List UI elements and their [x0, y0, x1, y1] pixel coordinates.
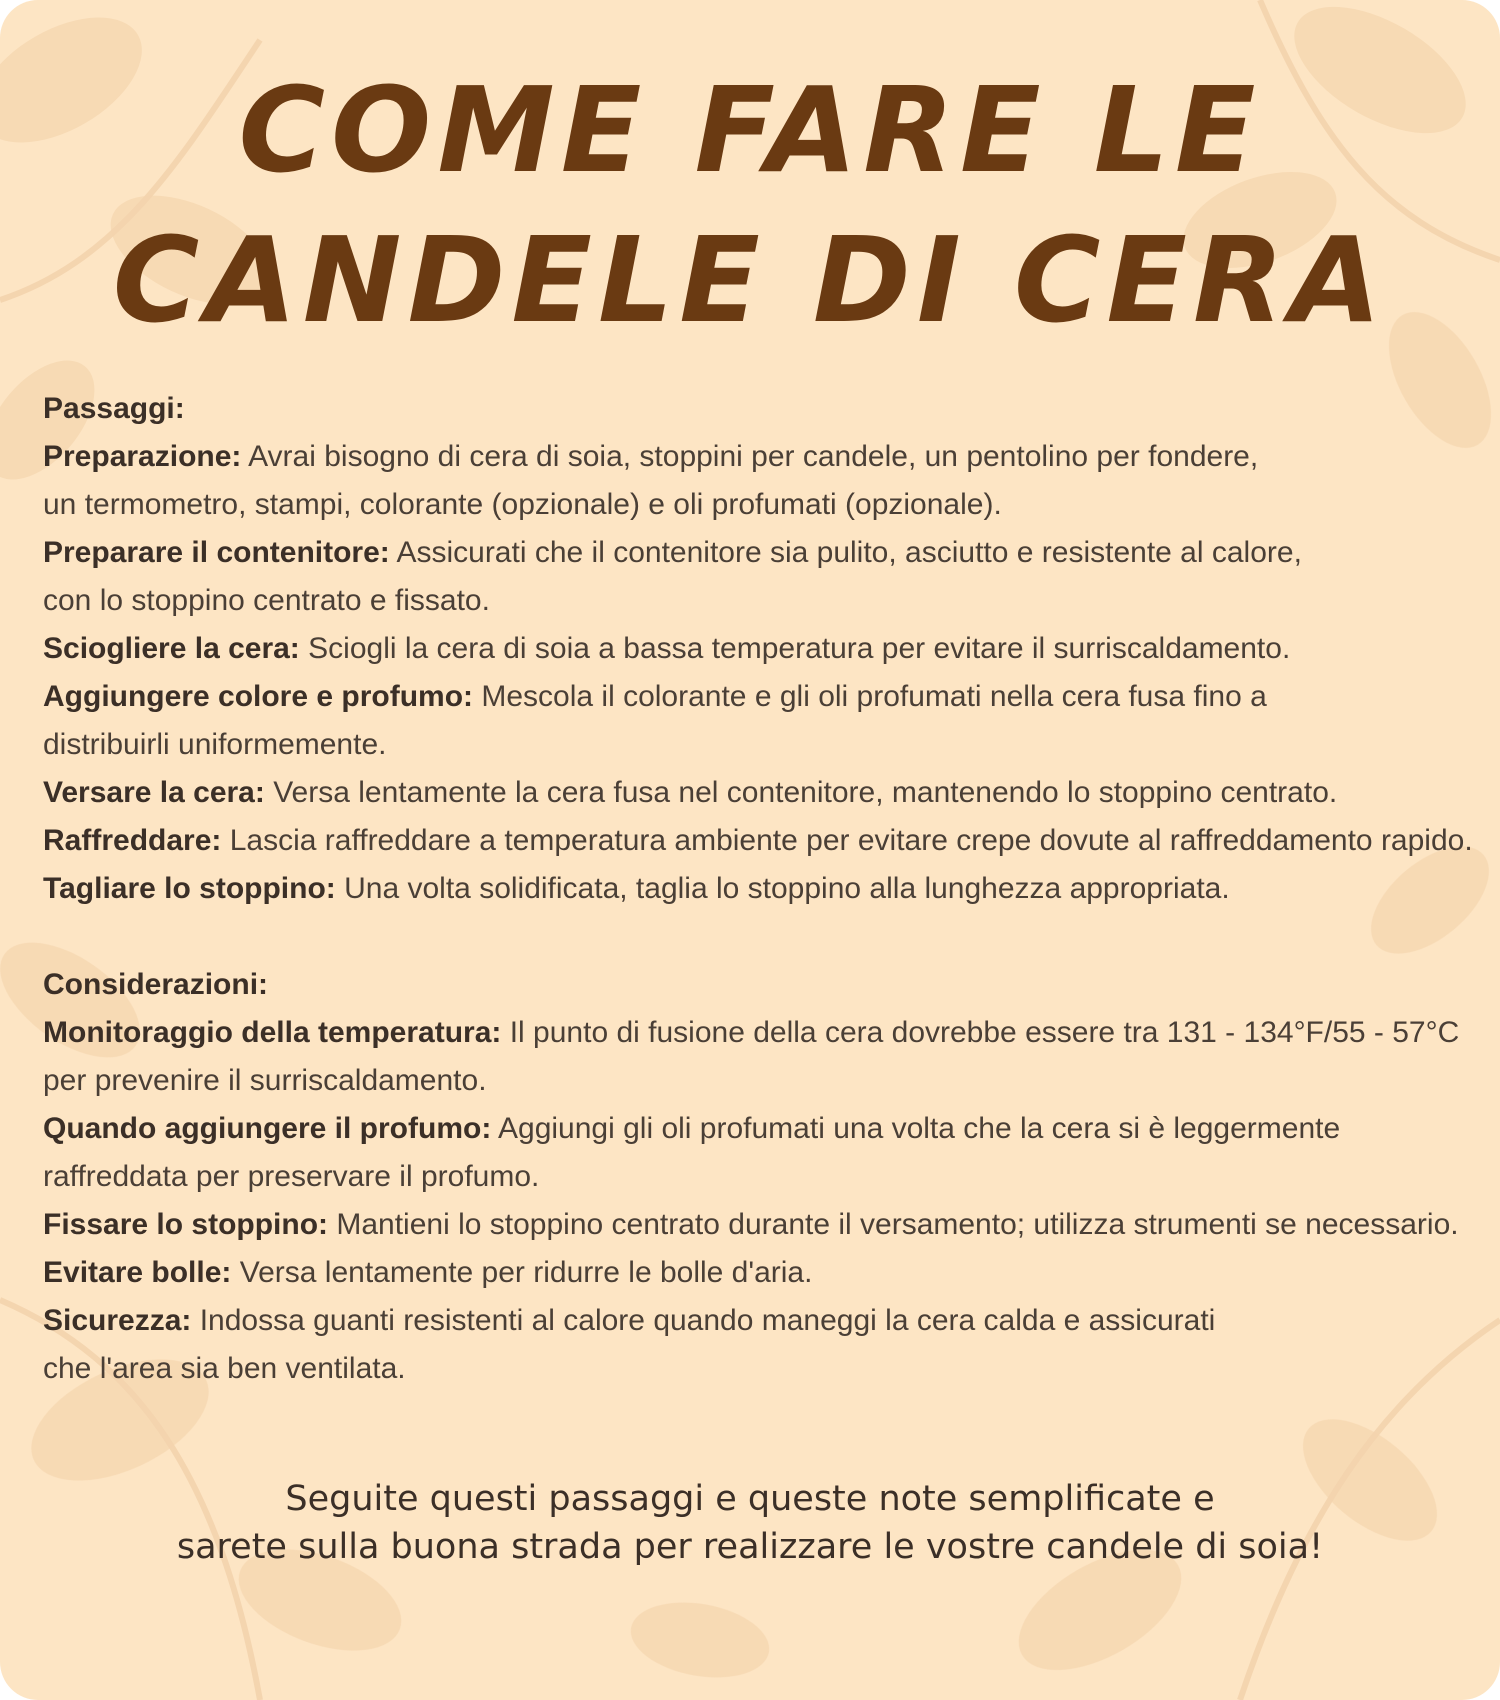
step-label: Aggiungere colore e profumo:	[43, 680, 474, 713]
consideration-item	[43, 1009, 1483, 1057]
step-item	[43, 529, 1483, 577]
consideration-text: che l'area sia ben ventilata.	[43, 1352, 406, 1385]
consideration-text: Mantieni lo stoppino centrato durante il versamento; utilizza strumenti se necessario.	[328, 1208, 1459, 1241]
step-item	[43, 625, 1483, 673]
step-label: Raffreddare:	[43, 824, 222, 857]
title-line-1: COME FARE LE	[238, 61, 1262, 199]
step-item	[43, 673, 1483, 721]
consideration-text: Indossa guanti resistenti al calore quando maneggi la cera calda e assicurati	[191, 1304, 1216, 1337]
closing-line-2: sarete sulla buona strada per realizzare le vostre candele di soia!	[176, 1527, 1324, 1567]
steps-heading: Passaggi:	[43, 392, 185, 425]
consideration-label: Monitoraggio della temperatura:	[43, 1016, 502, 1049]
step-text: Mescola il colorante e gli oli profumati nella cera fusa fino a	[473, 680, 1267, 713]
step-item-continuation	[43, 721, 1483, 769]
step-text: con lo stoppino centrato e fissato.	[43, 584, 490, 617]
consideration-item	[43, 1249, 1483, 1297]
step-item-continuation	[43, 481, 1483, 529]
consideration-text: raffreddata per preservare il profumo.	[43, 1160, 540, 1193]
title-line-2: CANDELE DI CERA	[112, 211, 1388, 349]
step-text: Sciogli la cera di soia a bassa temperatura per evitare il surriscaldamento.	[299, 632, 1291, 665]
consideration-item	[43, 1297, 1483, 1345]
step-text: Lascia raffreddare a temperatura ambiente per evitare crepe dovute al raffreddamento rapido.	[221, 824, 1473, 857]
consideration-item	[43, 1105, 1483, 1153]
consideration-label: Fissare lo stoppino:	[43, 1208, 329, 1241]
step-text: Una volta solidificata, taglia lo stoppino alla lunghezza appropriata.	[335, 872, 1230, 905]
step-item	[43, 433, 1483, 481]
step-label: Preparazione:	[43, 440, 242, 473]
closing-line-1: Seguite questi passaggi e queste note semplificate e	[285, 1479, 1215, 1519]
consideration-text: Versa lentamente per ridurre le bolle d'aria.	[231, 1256, 813, 1289]
step-text: un termometro, stampi, colorante (opzionale) e oli profumati (opzionale).	[43, 488, 1002, 521]
step-text: Avrai bisogno di cera di soia, stoppini per candele, un pentolino per fondere,	[241, 440, 1259, 473]
considerations-heading: Considerazioni:	[43, 968, 269, 1001]
step-item	[43, 865, 1483, 913]
step-text: Versa lentamente la cera fusa nel contenitore, mantenendo lo stoppino centrato.	[264, 776, 1338, 809]
consideration-label: Quando aggiungere il profumo:	[43, 1112, 492, 1145]
consideration-label: Sicurezza:	[43, 1304, 192, 1337]
consideration-item	[43, 1201, 1483, 1249]
step-label: Tagliare lo stoppino:	[43, 872, 336, 905]
consideration-label: Evitare bolle:	[43, 1256, 232, 1289]
section-spacer	[43, 913, 1483, 961]
step-item-continuation	[43, 577, 1483, 625]
consideration-text: per prevenire il surriscaldamento.	[43, 1064, 487, 1097]
consideration-item-continuation	[43, 1345, 1483, 1393]
consideration-text: Aggiungi gli oli profumati una volta che la cera si è leggermente	[491, 1112, 1341, 1145]
consideration-item-continuation	[43, 1153, 1483, 1201]
consideration-text: Il punto di fusione della cera dovrebbe essere tra 131 - 134°F/55 - 57°C	[501, 1016, 1460, 1049]
step-item	[43, 769, 1483, 817]
step-item	[43, 817, 1483, 865]
consideration-item-continuation	[43, 1057, 1483, 1105]
step-text: Assicurati che il contenitore sia pulito, asciutto e resistente al calore,	[389, 536, 1302, 569]
step-label: Preparare il contenitore:	[43, 536, 390, 569]
closing-message	[0, 1475, 1500, 1571]
page-title	[0, 55, 1500, 355]
main-content	[43, 385, 1483, 1393]
step-label: Sciogliere la cera:	[43, 632, 300, 665]
step-text: distribuirli uniformemente.	[43, 728, 387, 761]
step-label: Versare la cera:	[43, 776, 265, 809]
